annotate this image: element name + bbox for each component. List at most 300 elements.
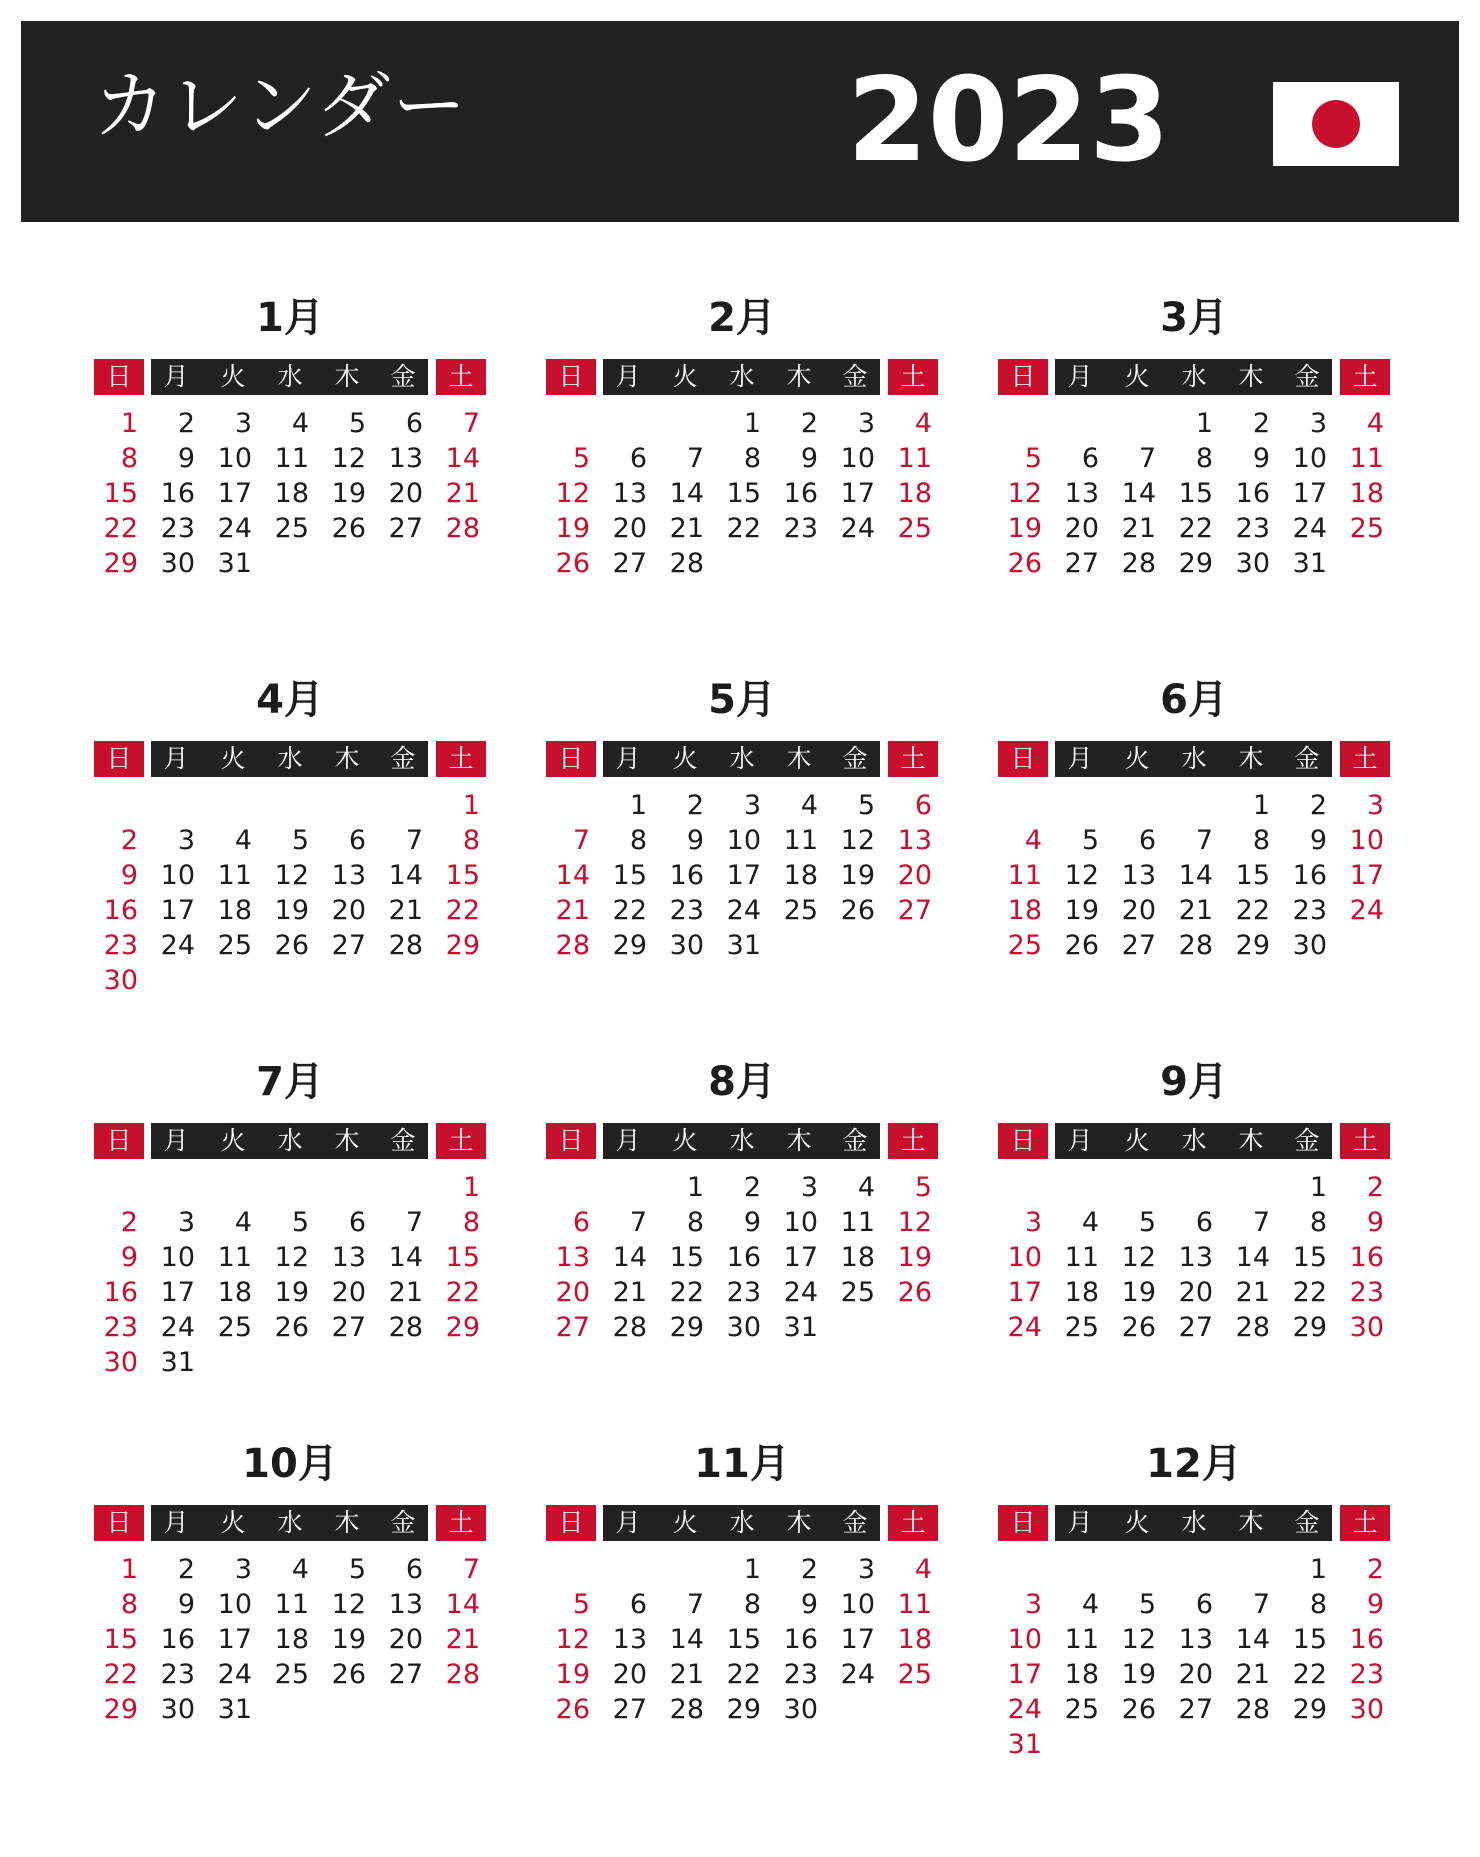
day-cell: 26 (331, 1659, 366, 1690)
weekday-label: 土 (436, 1505, 486, 1541)
day-cell: 4 (914, 1554, 932, 1585)
day-cell: 4 (800, 790, 818, 821)
day-cell: 16 (103, 895, 138, 926)
day-cell: 9 (1366, 1207, 1384, 1238)
weekday-label: 日 (94, 1123, 144, 1159)
day-cell: 8 (743, 1589, 761, 1620)
day-cell: 18 (1007, 895, 1042, 926)
day-cell: 29 (726, 1694, 761, 1725)
weekday-label: 金 (1294, 744, 1320, 773)
day-cell: 8 (1309, 1207, 1327, 1238)
day-cell: 23 (1292, 895, 1327, 926)
weekday-header (94, 1123, 486, 1159)
day-cell: 18 (274, 1624, 309, 1655)
day-cell: 24 (217, 1659, 252, 1690)
day-cell: 26 (555, 1694, 590, 1725)
day-cell: 7 (1138, 443, 1156, 474)
day-cell: 8 (120, 1589, 138, 1620)
day-cell: 25 (783, 895, 818, 926)
day-cell: 16 (726, 1242, 761, 1273)
day-cell: 16 (103, 1277, 138, 1308)
day-cell: 25 (897, 513, 932, 544)
weekday-label: 日 (998, 1505, 1048, 1541)
day-cell: 6 (1195, 1589, 1213, 1620)
day-cell: 12 (1121, 1624, 1156, 1655)
weekday-label: 水 (1181, 362, 1207, 391)
day-cell: 28 (445, 513, 480, 544)
weekday-label: 日 (546, 1123, 596, 1159)
day-cell: 20 (331, 895, 366, 926)
day-cell: 26 (1121, 1312, 1156, 1343)
month-title: 3月 (1160, 295, 1228, 341)
day-cell: 4 (1081, 1207, 1099, 1238)
day-cell: 28 (555, 930, 590, 961)
day-cell: 20 (555, 1277, 590, 1308)
day-cell: 3 (1024, 1589, 1042, 1620)
month-title: 8月 (708, 1059, 776, 1105)
weekday-label: 水 (277, 744, 303, 773)
day-cell: 27 (1121, 930, 1156, 961)
day-cell: 19 (331, 478, 366, 509)
day-cell: 17 (1349, 860, 1384, 891)
weekday-header (546, 1123, 938, 1159)
day-cell: 16 (1349, 1624, 1384, 1655)
day-cell: 28 (1178, 930, 1213, 961)
weekday-label: 日 (546, 741, 596, 777)
day-cell: 31 (1007, 1729, 1042, 1760)
day-cell: 29 (445, 930, 480, 961)
weekday-label: 木 (786, 1126, 812, 1155)
day-cell: 18 (897, 1624, 932, 1655)
day-cell: 22 (1235, 895, 1270, 926)
day-cell: 10 (217, 1589, 252, 1620)
month-title: 6月 (1160, 677, 1228, 723)
weekday-label: 火 (1124, 744, 1150, 773)
day-cell: 13 (1178, 1242, 1213, 1273)
day-cell: 17 (1007, 1659, 1042, 1690)
day-cell: 24 (840, 513, 875, 544)
day-cell: 20 (612, 513, 647, 544)
day-cell: 13 (1064, 478, 1099, 509)
day-cell: 25 (1007, 930, 1042, 961)
day-cell: 23 (783, 513, 818, 544)
day-cell: 14 (1178, 860, 1213, 891)
day-cell: 11 (1064, 1624, 1099, 1655)
day-cell: 20 (331, 1277, 366, 1308)
day-cell: 25 (1064, 1694, 1099, 1725)
day-cell: 3 (1309, 408, 1327, 439)
day-cell: 4 (1081, 1589, 1099, 1620)
day-cell: 24 (840, 1659, 875, 1690)
day-cell: 7 (1252, 1589, 1270, 1620)
day-cell: 26 (555, 548, 590, 579)
month-block (546, 1059, 938, 1362)
month-block (546, 295, 938, 598)
day-cell: 7 (629, 1207, 647, 1238)
day-cell: 31 (783, 1312, 818, 1343)
day-cell: 10 (217, 443, 252, 474)
day-cell: 19 (1121, 1659, 1156, 1690)
day-cell: 29 (103, 548, 138, 579)
year-label: 2023 (847, 53, 1170, 188)
day-cell: 23 (1349, 1277, 1384, 1308)
day-cell: 6 (1195, 1207, 1213, 1238)
day-cell: 9 (1309, 825, 1327, 856)
day-cell: 12 (274, 860, 309, 891)
day-cell: 6 (629, 443, 647, 474)
day-cell: 7 (686, 443, 704, 474)
day-cell: 8 (462, 1207, 480, 1238)
weekday-label: 日 (94, 359, 144, 395)
weekday-label: 金 (842, 744, 868, 773)
day-cell: 30 (1235, 548, 1270, 579)
day-cell: 2 (1366, 1172, 1384, 1203)
day-cell: 24 (1349, 895, 1384, 926)
day-cell: 27 (555, 1312, 590, 1343)
day-cell: 5 (291, 1207, 309, 1238)
weekday-label: 月 (615, 1508, 641, 1537)
weekday-label: 火 (220, 1126, 246, 1155)
weekday-label: 月 (615, 362, 641, 391)
weekday-label: 金 (842, 362, 868, 391)
day-cell: 9 (120, 860, 138, 891)
weekday-label: 月 (615, 1126, 641, 1155)
weekday-label: 土 (436, 1123, 486, 1159)
day-cell: 13 (1178, 1624, 1213, 1655)
day-cell: 22 (612, 895, 647, 926)
weekday-label: 土 (888, 359, 938, 395)
day-cell: 2 (1366, 1554, 1384, 1585)
day-cell: 5 (348, 1554, 366, 1585)
month-block (94, 1441, 486, 1744)
day-cell: 18 (217, 895, 252, 926)
day-cell: 3 (1024, 1207, 1042, 1238)
weekday-label: 月 (163, 1126, 189, 1155)
day-cell: 14 (388, 860, 423, 891)
day-cell: 26 (274, 1312, 309, 1343)
weekday-label: 木 (1238, 362, 1264, 391)
day-cell: 1 (686, 1172, 704, 1203)
day-cell: 26 (897, 1277, 932, 1308)
day-cell: 19 (274, 895, 309, 926)
day-cell: 19 (897, 1242, 932, 1273)
weekday-label: 金 (390, 362, 416, 391)
day-cell: 23 (1235, 513, 1270, 544)
day-cell: 15 (726, 478, 761, 509)
weekday-label: 日 (94, 1505, 144, 1541)
day-cell: 24 (1007, 1694, 1042, 1725)
day-cell: 17 (840, 1624, 875, 1655)
day-cell: 16 (160, 1624, 195, 1655)
day-cell: 6 (405, 1554, 423, 1585)
day-cell: 31 (217, 1694, 252, 1725)
day-cell: 3 (234, 1554, 252, 1585)
weekday-label: 火 (672, 362, 698, 391)
day-cell: 30 (103, 965, 138, 996)
day-cell: 7 (1252, 1207, 1270, 1238)
day-cell: 30 (1292, 930, 1327, 961)
day-cell: 25 (897, 1659, 932, 1690)
day-cell: 4 (1024, 825, 1042, 856)
day-cell: 8 (686, 1207, 704, 1238)
day-cell: 9 (800, 1589, 818, 1620)
weekday-label: 木 (786, 362, 812, 391)
weekday-label: 水 (729, 1508, 755, 1537)
day-cell: 2 (120, 825, 138, 856)
day-cell: 15 (103, 1624, 138, 1655)
weekday-label: 木 (334, 744, 360, 773)
day-cell: 4 (1366, 408, 1384, 439)
month-title: 5月 (708, 677, 776, 723)
day-cell: 8 (1309, 1589, 1327, 1620)
day-cell: 21 (1178, 895, 1213, 926)
day-cell: 28 (388, 930, 423, 961)
weekday-label: 土 (1340, 1505, 1390, 1541)
day-cell: 18 (217, 1277, 252, 1308)
weekday-label: 月 (163, 362, 189, 391)
weekday-label: 月 (1067, 744, 1093, 773)
day-cell: 25 (1064, 1312, 1099, 1343)
day-cell: 1 (120, 408, 138, 439)
day-cell: 10 (840, 1589, 875, 1620)
day-cell: 22 (103, 1659, 138, 1690)
month-block (94, 295, 486, 598)
day-cell: 3 (800, 1172, 818, 1203)
weekday-label: 木 (1238, 744, 1264, 773)
day-cell: 21 (1235, 1277, 1270, 1308)
day-cell: 29 (445, 1312, 480, 1343)
day-cell: 16 (783, 1624, 818, 1655)
day-cell: 20 (612, 1659, 647, 1690)
weekday-label: 木 (786, 744, 812, 773)
day-cell: 30 (160, 1694, 195, 1725)
day-cell: 6 (348, 1207, 366, 1238)
day-cell: 28 (1121, 548, 1156, 579)
day-cell: 11 (840, 1207, 875, 1238)
weekday-header (94, 359, 486, 395)
month-block (94, 677, 486, 996)
day-cell: 8 (1252, 825, 1270, 856)
weekday-label: 火 (220, 1508, 246, 1537)
weekday-label: 水 (1181, 744, 1207, 773)
weekday-label: 金 (842, 1126, 868, 1155)
weekday-label: 木 (334, 362, 360, 391)
day-cell: 21 (388, 895, 423, 926)
weekday-header (998, 1123, 1390, 1159)
day-cell: 9 (686, 825, 704, 856)
weekday-label: 土 (436, 741, 486, 777)
day-cell: 3 (743, 790, 761, 821)
day-cell: 15 (1292, 1624, 1327, 1655)
day-cell: 15 (445, 1242, 480, 1273)
day-cell: 22 (445, 895, 480, 926)
day-cell: 29 (1292, 1312, 1327, 1343)
day-cell: 25 (217, 1312, 252, 1343)
day-cell: 27 (897, 895, 932, 926)
weekday-label: 水 (277, 1126, 303, 1155)
day-cell: 10 (1007, 1624, 1042, 1655)
month-title: 2月 (708, 295, 776, 341)
day-cell: 9 (177, 1589, 195, 1620)
day-cell: 5 (857, 790, 875, 821)
day-cell: 12 (331, 443, 366, 474)
weekday-label: 土 (436, 359, 486, 395)
weekday-label: 金 (390, 1508, 416, 1537)
day-cell: 9 (743, 1207, 761, 1238)
day-cell: 2 (686, 790, 704, 821)
weekday-label: 水 (1181, 1126, 1207, 1155)
weekday-label: 日 (546, 1505, 596, 1541)
day-cell: 1 (629, 790, 647, 821)
day-cell: 21 (445, 478, 480, 509)
day-cell: 16 (783, 478, 818, 509)
day-cell: 25 (1349, 513, 1384, 544)
day-cell: 24 (160, 1312, 195, 1343)
day-cell: 24 (160, 930, 195, 961)
day-cell: 10 (1349, 825, 1384, 856)
weekday-label: 月 (163, 1508, 189, 1537)
day-cell: 9 (1366, 1589, 1384, 1620)
day-cell: 13 (331, 1242, 366, 1273)
day-cell: 13 (1121, 860, 1156, 891)
day-cell: 2 (800, 1554, 818, 1585)
day-cell: 23 (103, 930, 138, 961)
day-cell: 29 (612, 930, 647, 961)
day-cell: 30 (103, 1347, 138, 1378)
day-cell: 27 (612, 1694, 647, 1725)
day-cell: 12 (840, 825, 875, 856)
weekday-label: 火 (220, 362, 246, 391)
day-cell: 18 (1064, 1277, 1099, 1308)
day-cell: 25 (840, 1277, 875, 1308)
weekday-label: 日 (998, 741, 1048, 777)
weekday-label: 水 (277, 1508, 303, 1537)
day-cell: 5 (572, 443, 590, 474)
weekday-label: 土 (888, 1505, 938, 1541)
day-cell: 22 (1178, 513, 1213, 544)
weekday-label: 火 (1124, 1126, 1150, 1155)
day-cell: 9 (177, 443, 195, 474)
day-cell: 15 (445, 860, 480, 891)
day-cell: 21 (555, 895, 590, 926)
day-cell: 23 (669, 895, 704, 926)
day-cell: 6 (1081, 443, 1099, 474)
calendar-header (21, 21, 1459, 222)
day-cell: 27 (612, 548, 647, 579)
day-cell: 11 (1064, 1242, 1099, 1273)
day-cell: 6 (1138, 825, 1156, 856)
day-cell: 16 (1235, 478, 1270, 509)
day-cell: 19 (1007, 513, 1042, 544)
day-cell: 28 (445, 1659, 480, 1690)
day-cell: 20 (1178, 1659, 1213, 1690)
day-cell: 7 (405, 825, 423, 856)
day-cell: 1 (1309, 1554, 1327, 1585)
day-cell: 1 (1195, 408, 1213, 439)
day-cell: 17 (840, 478, 875, 509)
day-cell: 14 (1235, 1242, 1270, 1273)
day-cell: 6 (405, 408, 423, 439)
day-cell: 31 (1292, 548, 1327, 579)
day-cell: 2 (177, 408, 195, 439)
japan-flag-icon (1273, 82, 1399, 166)
day-cell: 16 (669, 860, 704, 891)
day-cell: 1 (120, 1554, 138, 1585)
day-cell: 24 (1007, 1312, 1042, 1343)
flag-red-disc (1312, 100, 1360, 148)
day-cell: 15 (1178, 478, 1213, 509)
month-title: 10月 (242, 1441, 338, 1487)
weekday-label: 月 (163, 744, 189, 773)
day-cell: 7 (572, 825, 590, 856)
day-cell: 1 (743, 1554, 761, 1585)
day-cell: 19 (331, 1624, 366, 1655)
day-cell: 30 (726, 1312, 761, 1343)
day-cell: 27 (1064, 548, 1099, 579)
day-cell: 15 (612, 860, 647, 891)
day-cell: 17 (160, 1277, 195, 1308)
day-cell: 27 (388, 513, 423, 544)
day-cell: 23 (160, 1659, 195, 1690)
day-cell: 20 (388, 478, 423, 509)
page-title: カレンダー (93, 63, 469, 149)
day-cell: 11 (897, 1589, 932, 1620)
weekday-label: 日 (998, 359, 1048, 395)
day-cell: 14 (555, 860, 590, 891)
weekday-header (998, 741, 1390, 777)
month-title: 11月 (694, 1441, 790, 1487)
day-cell: 23 (726, 1277, 761, 1308)
day-cell: 19 (1121, 1277, 1156, 1308)
day-cell: 10 (726, 825, 761, 856)
day-cell: 27 (1178, 1694, 1213, 1725)
day-cell: 23 (160, 513, 195, 544)
day-cell: 17 (1007, 1277, 1042, 1308)
weekday-label: 火 (1124, 362, 1150, 391)
day-cell: 2 (800, 408, 818, 439)
weekday-label: 土 (888, 1123, 938, 1159)
weekday-label: 火 (220, 744, 246, 773)
day-cell: 12 (274, 1242, 309, 1273)
weekday-label: 月 (1067, 362, 1093, 391)
weekday-label: 木 (1238, 1126, 1264, 1155)
day-cell: 11 (217, 1242, 252, 1273)
month-title: 1月 (256, 295, 324, 341)
day-cell: 18 (1349, 478, 1384, 509)
day-cell: 28 (1235, 1694, 1270, 1725)
day-cell: 6 (914, 790, 932, 821)
day-cell: 19 (555, 513, 590, 544)
day-cell: 14 (1121, 478, 1156, 509)
day-cell: 31 (217, 548, 252, 579)
day-cell: 27 (388, 1659, 423, 1690)
day-cell: 20 (1178, 1277, 1213, 1308)
day-cell: 1 (1309, 1172, 1327, 1203)
month-block (998, 677, 1390, 980)
day-cell: 20 (1121, 895, 1156, 926)
weekday-label: 水 (729, 1126, 755, 1155)
day-cell: 14 (669, 478, 704, 509)
day-cell: 11 (274, 443, 309, 474)
day-cell: 6 (629, 1589, 647, 1620)
day-cell: 5 (1081, 825, 1099, 856)
weekday-label: 金 (1294, 362, 1320, 391)
day-cell: 19 (840, 860, 875, 891)
day-cell: 5 (572, 1589, 590, 1620)
day-cell: 5 (1138, 1207, 1156, 1238)
day-cell: 5 (1138, 1589, 1156, 1620)
day-cell: 4 (291, 1554, 309, 1585)
